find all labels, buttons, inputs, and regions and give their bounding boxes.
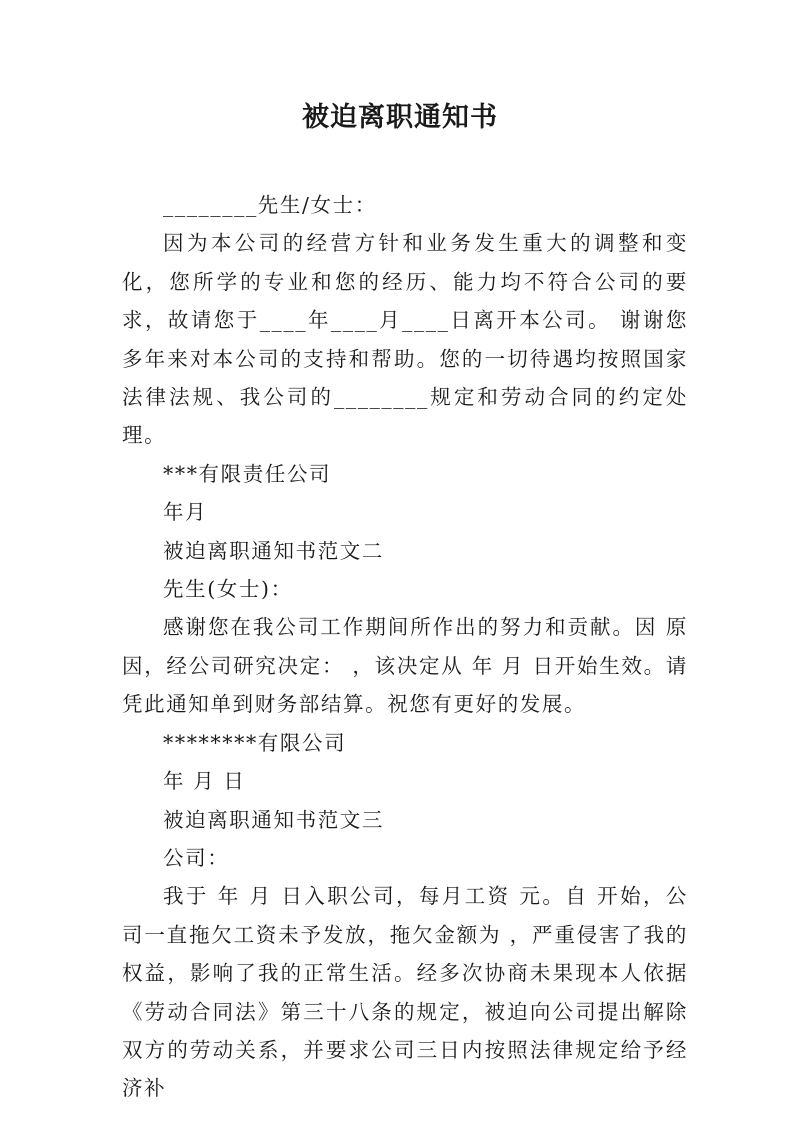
- section-heading-3: 被迫离职通知书范文三: [163, 807, 384, 832]
- paragraph-notice-1: 因为本公司的经营方针和业务发生重大的调整和变化，您所学的专业和您的经历、能力均不符合公司的要求，故请您于____年____月____日离开本公司。 谢谢您多年来对本公司的支持和帮助。您的一切待遇均按照国家法律法规、我公司的________规定和劳动合同的约定处理。: [122, 231, 688, 448]
- document-body: [122, 186, 688, 1108]
- date-line-1: 年月: [163, 500, 208, 525]
- company-signature-2: ********有限公司: [163, 730, 347, 755]
- document-title: 被迫离职通知书: [302, 102, 498, 133]
- date-line-2: 年 月 日: [163, 769, 246, 794]
- salutation-3: 公司：: [163, 845, 230, 870]
- section-heading-2: 被迫离职通知书范文二: [163, 538, 384, 563]
- paragraph-notice-2: 感谢您在我公司工作期间所作出的努力和贡献。因 原因，经公司研究决定： ，该决定从 年 月 日开始生效。请凭此通知单到财务部结算。祝您有更好的发展。: [122, 615, 688, 717]
- salutation-2: 先生(女士)：: [163, 577, 293, 602]
- company-signature-1: ***有限责任公司: [163, 461, 332, 486]
- paragraph-notice-3: 我于 年 月 日入职公司，每月工资 元。自 开始，公司一直拖欠工资未予发放，拖欠金额为 ，严重侵害了我的权益，影响了我的正常生活。经多次协商未果现本人依据《劳动合同法》第三十八条的规定，被迫向公司提出解除双方的劳动关系，并要求公司三日内按照法律规定给予经济补: [122, 884, 688, 1101]
- salutation-1: ________先生/女士：: [163, 193, 377, 217]
